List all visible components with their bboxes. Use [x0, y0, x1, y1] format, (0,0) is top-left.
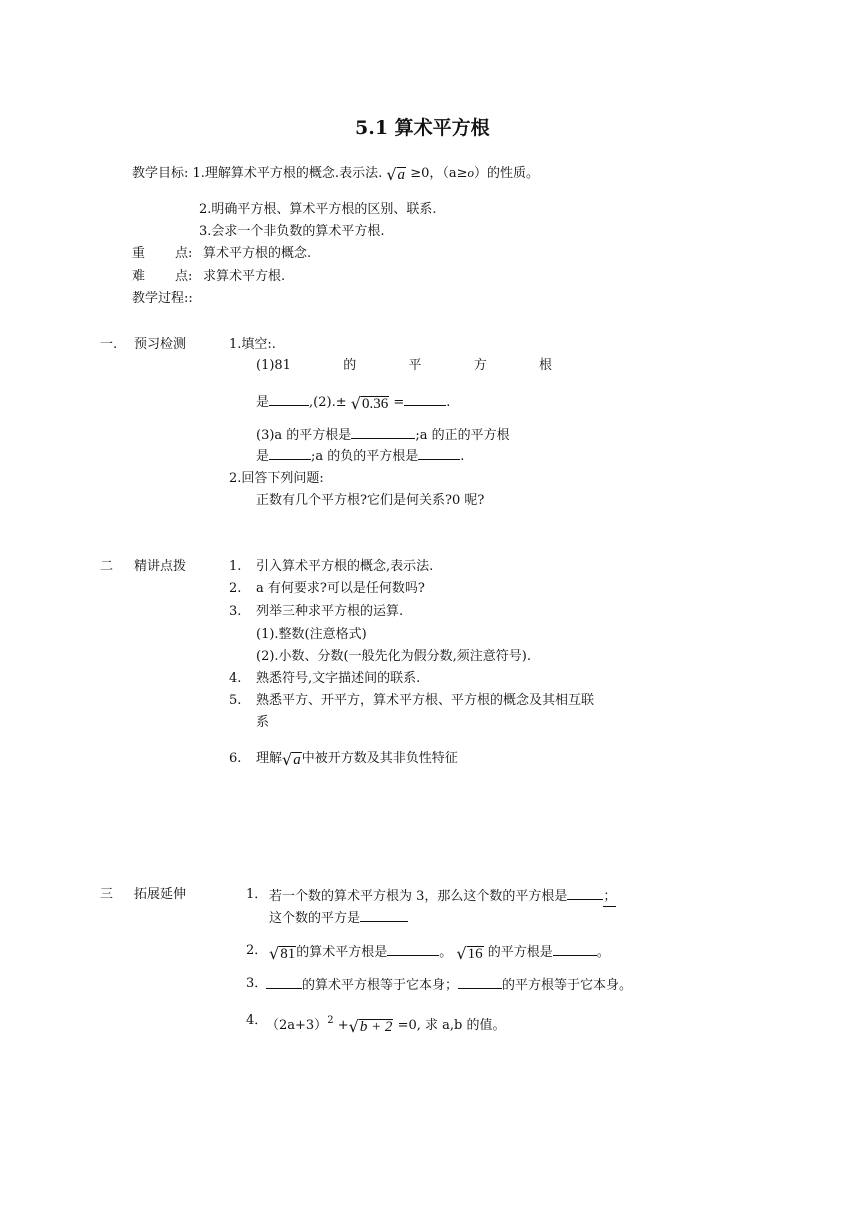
- key-point-text: 算术平方根的概念.: [203, 246, 312, 261]
- ext-q1-text-c: 这个数的平方是: [269, 911, 361, 926]
- q3-text-d: ;a 的负的平方根是: [311, 449, 419, 464]
- sqrt-16: √ 16: [456, 944, 483, 963]
- page-title: 5.1 算术平方根: [355, 117, 490, 139]
- difficulty-label-a: 难: [132, 269, 146, 284]
- answer-blank: [266, 975, 302, 989]
- list-item-number: 5.: [229, 693, 242, 708]
- ext-q1-text-a: 若一个数的算术平方根为 3，那么这个数的平方根是: [269, 889, 568, 904]
- q3-text-c: 是: [256, 449, 270, 464]
- goal-2: 2.明确平方根、算术平方根的区别、联系.: [199, 202, 437, 217]
- section3-title: 拓展延伸: [134, 887, 187, 902]
- list-subitem: (2).小数、分数(一般先化为假分数,须注意符号).: [256, 649, 531, 664]
- q1-word: 平: [408, 358, 422, 373]
- section1-number: 一.: [100, 337, 118, 352]
- q1-word: 的: [343, 358, 357, 373]
- goal-1-condition: ≥0，（a≥: [410, 166, 468, 181]
- q1-is: 是: [256, 395, 270, 410]
- list-item: 熟悉符号,文字描述间的联系.: [256, 671, 421, 686]
- list-item-6: [256, 750, 458, 768]
- ext-q2-line: [269, 942, 610, 962]
- ext-q1-number: 1．: [246, 887, 268, 902]
- answer-blank: [418, 446, 460, 460]
- ext-q4-exponent: 2: [327, 1015, 334, 1026]
- section1-title: 预习检测: [134, 337, 187, 352]
- list-item: 列举三种求平方根的运算.: [256, 604, 404, 619]
- key-point-label-a: 重: [132, 246, 146, 261]
- answer-blank: [387, 942, 439, 956]
- ext-q2-text-b: 。: [439, 945, 453, 960]
- q3-line-1: [256, 425, 510, 445]
- q2-prefix: ,(2).±: [309, 395, 347, 410]
- sqrt-b-plus-2: √ b + 2: [348, 1017, 393, 1036]
- goal-3: 3.会求一个非负数的算术平方根.: [199, 224, 385, 239]
- list-item: 熟悉平方、开平方，算术平方根、平方根的概念及其相互联: [256, 693, 595, 708]
- teaching-goal-line: [132, 164, 539, 183]
- goal-label: 教学目标:: [132, 166, 189, 181]
- section2-number: 二: [100, 559, 114, 574]
- q1-word: 根: [538, 358, 552, 373]
- list-item-number: 1.: [229, 559, 242, 574]
- process-label: 教学过程::: [132, 291, 193, 306]
- q1-line: [256, 357, 552, 375]
- ext-q3-text-a: 的算术平方根等于它本身；: [302, 978, 459, 993]
- answer-blank: [351, 425, 415, 439]
- key-point-label-b: 点:: [175, 246, 193, 261]
- list-item: a 有何要求?可以是任何数吗?: [256, 581, 425, 596]
- list-item: 引入算术平方根的概念,表示法.: [256, 559, 434, 574]
- goal-1-var: o: [467, 165, 474, 180]
- item6-text-a: 理解: [256, 751, 283, 766]
- item6-text-b: 中被开方数及其非负性特征: [301, 751, 458, 766]
- ext-q2-number: 2．: [246, 943, 268, 958]
- answer-blank: [269, 446, 311, 460]
- sqrt-a-symbol: √ a: [386, 165, 406, 184]
- answer-blank: [404, 392, 446, 406]
- fill-label: 1.填空:.: [229, 337, 276, 352]
- list-item-continuation: 系: [256, 715, 270, 730]
- difficulty-text: 求算术平方根.: [203, 269, 286, 284]
- ext-q1-line-1: [269, 886, 616, 907]
- q3-line-2: [256, 446, 464, 466]
- ext-q3-number: 3．: [246, 976, 268, 991]
- ext-q4-number: 4．: [246, 1013, 268, 1028]
- section2-title: 精讲点拨: [134, 559, 187, 574]
- list-subitem: (1).整数(注意格式): [256, 627, 367, 642]
- answer-label: 2.回答下列问题:: [229, 471, 324, 486]
- section3-number: 三: [100, 887, 114, 902]
- sqrt-a-symbol: √ a: [282, 750, 301, 769]
- answer-blank: [567, 886, 603, 900]
- q2-line: [256, 392, 450, 412]
- ext-q3-line: [266, 975, 632, 995]
- ext-q1-line-2: [269, 908, 408, 928]
- list-item-number: 6.: [229, 751, 242, 766]
- ext-q4-line: [266, 1012, 505, 1035]
- answer-blank: [458, 975, 502, 989]
- ext-q3-text-b: 的平方根等于它本身。: [502, 978, 633, 993]
- ext-q2-text-a: 的算术平方根是: [296, 945, 388, 960]
- answer-blank: [360, 908, 408, 922]
- q2-equals: =: [393, 395, 405, 410]
- sqrt-81: √ 81: [269, 944, 296, 963]
- sqrt-0-36: √ 0.36: [350, 394, 389, 413]
- q2-end: .: [446, 395, 451, 410]
- q1-word: 方: [473, 358, 487, 373]
- difficulty-label-b: 点:: [175, 269, 193, 284]
- q3-text-a: (3)a 的平方根是: [256, 428, 352, 443]
- ext-q2-text-c: 的平方根是: [487, 945, 553, 960]
- answer-blank: [553, 942, 597, 956]
- q3-text-e: .: [460, 449, 465, 464]
- ext-q1-text-b: ；: [603, 888, 616, 907]
- q3-text-b: ;a 的正的平方根: [415, 428, 510, 443]
- ext-q4-text-a: （2a+3）: [266, 1018, 328, 1033]
- ext-q4-text-c: =0, 求 a,b 的值。: [397, 1018, 506, 1033]
- list-item-number: 2.: [229, 581, 242, 596]
- ext-q4-plus: +: [337, 1018, 349, 1033]
- list-item-number: 3.: [229, 604, 242, 619]
- q1-word: (1)81: [256, 358, 291, 373]
- goal-1-suffix: ）的性质。: [474, 166, 540, 181]
- answer-question: 正数有几个平方根?它们是何关系?0 呢?: [256, 493, 485, 508]
- ext-q2-text-d: 。: [596, 945, 610, 960]
- answer-blank: [269, 392, 309, 406]
- list-item-number: 4.: [229, 671, 242, 686]
- goal-1-text: 1.理解算术平方根的概念.表示法.: [192, 166, 383, 181]
